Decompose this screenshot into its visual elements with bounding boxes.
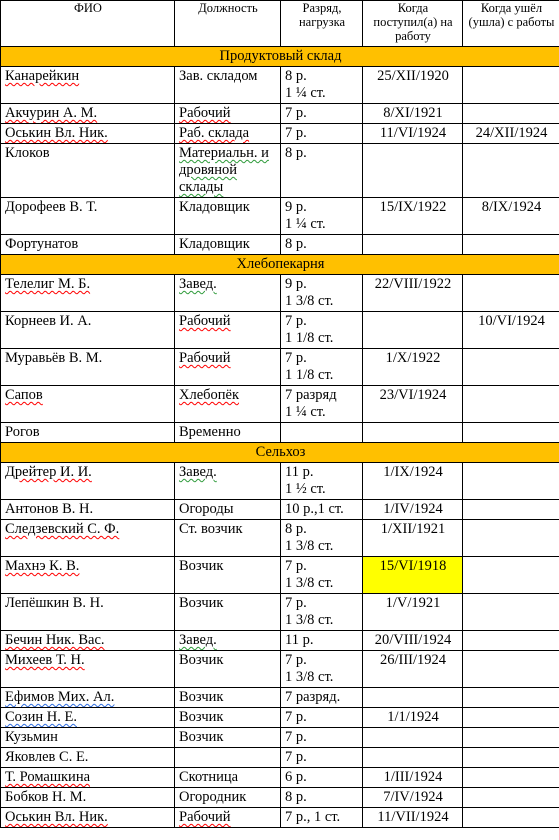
grade-cell	[281, 500, 363, 520]
left-date	[463, 728, 559, 748]
position-cell	[175, 651, 281, 688]
left-date	[463, 748, 559, 768]
grade-line: 8 р.	[285, 145, 307, 161]
employee-position: Кладовщик	[179, 236, 250, 252]
grade-line: 9 р.	[285, 276, 307, 292]
hired-date: 20/VIII/1924	[363, 631, 463, 651]
left-date	[463, 349, 559, 386]
employee-name: Дрейтер И. И.	[5, 464, 92, 480]
employee-name: Муравьёв В. М.	[5, 350, 103, 366]
grade-cell	[281, 748, 363, 768]
name-cell	[1, 651, 175, 688]
hired-date: 1/XII/1921	[363, 520, 463, 557]
grade-cell	[281, 557, 363, 594]
employee-position: Раб. склада	[179, 125, 250, 141]
left-date	[463, 708, 559, 728]
left-date	[463, 463, 559, 500]
grade-line: 1 ½ ст.	[285, 481, 326, 497]
grade-cell	[281, 349, 363, 386]
employee-position: Рабочий	[179, 313, 231, 329]
grade-line: 7 разряд	[285, 387, 337, 403]
left-date	[463, 788, 559, 808]
grade-line: 7 р.	[285, 558, 307, 574]
grade-line: 6 р.	[285, 769, 307, 785]
name-cell	[1, 748, 175, 768]
left-date	[463, 275, 559, 312]
employee-name: Оськин Вл. Ник.	[5, 809, 108, 825]
table-row	[1, 104, 559, 124]
grade-cell	[281, 235, 363, 255]
name-cell	[1, 557, 175, 594]
employee-position: Возчик	[179, 652, 224, 668]
grade-line: 8 р.	[285, 789, 307, 805]
grade-line: 1 1/8 ст.	[285, 367, 334, 383]
grade-line: 7 р.	[285, 125, 307, 141]
position-cell	[175, 67, 281, 104]
hired-date: 25/XII/1920	[363, 67, 463, 104]
hired-date: 8/XI/1921	[363, 104, 463, 124]
grade-cell	[281, 386, 363, 423]
grade-cell	[281, 788, 363, 808]
grade-cell	[281, 275, 363, 312]
employee-name: Лепёшкин В. Н.	[5, 595, 104, 611]
employee-position: Завед.	[179, 276, 217, 292]
grade-line: 1 ¼ ст.	[285, 404, 326, 420]
name-cell	[1, 728, 175, 748]
grade-line: 7 р.	[285, 595, 307, 611]
table-row	[1, 788, 559, 808]
left-date	[463, 688, 559, 708]
hired-date: 1/1/1924	[363, 708, 463, 728]
table-row	[1, 198, 559, 235]
hired-date: 23/VI/1924	[363, 386, 463, 423]
table-row	[1, 748, 559, 768]
employee-name: Клоков	[5, 145, 50, 161]
table-row	[1, 235, 559, 255]
table-row	[1, 67, 559, 104]
name-cell	[1, 124, 175, 144]
table-body	[1, 47, 559, 828]
table-row	[1, 312, 559, 349]
section-row	[1, 255, 559, 275]
hired-date: 1/V/1921	[363, 594, 463, 631]
position-cell	[175, 349, 281, 386]
section-title: Сельхоз	[1, 443, 559, 463]
section-title: Продуктовый склад	[1, 47, 559, 67]
grade-cell	[281, 104, 363, 124]
employee-position: Рабочий	[179, 350, 231, 366]
employee-position: Возчик	[179, 595, 224, 611]
left-date	[463, 520, 559, 557]
name-cell	[1, 594, 175, 631]
name-cell	[1, 67, 175, 104]
hired-date: 22/VIII/1922	[363, 275, 463, 312]
section-title: Хлебопекарня	[1, 255, 559, 275]
name-cell	[1, 631, 175, 651]
grade-cell	[281, 198, 363, 235]
grade-cell	[281, 312, 363, 349]
name-cell	[1, 198, 175, 235]
grade-cell	[281, 688, 363, 708]
grade-cell	[281, 67, 363, 104]
grade-line: 8 р.	[285, 236, 307, 252]
employee-position: Возчик	[179, 558, 224, 574]
name-cell	[1, 312, 175, 349]
position-cell	[175, 748, 281, 768]
name-cell	[1, 275, 175, 312]
name-cell	[1, 768, 175, 788]
grade-cell	[281, 808, 363, 828]
table-row	[1, 728, 559, 748]
hired-date: 1/III/1924	[363, 768, 463, 788]
employee-position: Возчик	[179, 729, 224, 745]
position-cell	[175, 275, 281, 312]
left-date	[463, 631, 559, 651]
employee-position: Огороды	[179, 501, 234, 517]
grade-cell	[281, 708, 363, 728]
hired-date: 11/VII/1924	[363, 808, 463, 828]
employee-position: Временно	[179, 424, 241, 440]
table-row	[1, 651, 559, 688]
grade-cell	[281, 651, 363, 688]
employee-name: Рогов	[5, 424, 40, 440]
hired-date: 15/VI/1918	[363, 557, 463, 594]
table-row	[1, 275, 559, 312]
position-cell	[175, 520, 281, 557]
employee-position: Огородник	[179, 789, 247, 805]
grade-line: 1 ¼ ст.	[285, 216, 326, 232]
section-row	[1, 47, 559, 67]
left-date: 10/VI/1924	[463, 312, 559, 349]
employee-name: Сапов	[5, 387, 43, 403]
employee-name: Ефимов Мих. Ал.	[5, 689, 115, 705]
header-left: Когда ушёл (ушла) с работы	[463, 1, 559, 47]
grade-line: 1 3/8 ст.	[285, 612, 334, 628]
grade-line: 1 ¼ ст.	[285, 85, 326, 101]
grade-cell	[281, 144, 363, 198]
employee-position: Ст. возчик	[179, 521, 243, 537]
left-date	[463, 423, 559, 443]
name-cell	[1, 808, 175, 828]
position-cell	[175, 728, 281, 748]
grade-line: 7 р.	[285, 729, 307, 745]
employee-name: Созин Н. Е.	[5, 709, 77, 725]
hired-date: 11/VI/1924	[363, 124, 463, 144]
header-name: ФИО	[1, 1, 175, 47]
position-cell	[175, 463, 281, 500]
employee-name: Акчурин А. М.	[5, 105, 98, 121]
grade-line: 1 3/8 ст.	[285, 293, 334, 309]
hired-date: 1/IV/1924	[363, 500, 463, 520]
grade-line: 1 3/8 ст.	[285, 575, 334, 591]
name-cell	[1, 788, 175, 808]
grade-line: 7 р.	[285, 709, 307, 725]
table-row	[1, 463, 559, 500]
grade-line: 9 р.	[285, 199, 307, 215]
grade-line: 7 р.	[285, 749, 307, 765]
position-cell	[175, 557, 281, 594]
grade-cell	[281, 728, 363, 748]
position-cell	[175, 386, 281, 423]
employee-name: Канарейкин	[5, 68, 80, 84]
position-cell	[175, 423, 281, 443]
hired-date: 26/III/1924	[363, 651, 463, 688]
hired-date: 1/IX/1924	[363, 463, 463, 500]
grade-line: 7 р.	[285, 350, 307, 366]
left-date	[463, 235, 559, 255]
table-row	[1, 423, 559, 443]
left-date	[463, 768, 559, 788]
table-row	[1, 594, 559, 631]
employee-position: Кладовщик	[179, 199, 250, 215]
grade-cell	[281, 520, 363, 557]
grade-line: 1 1/8 ст.	[285, 330, 334, 346]
name-cell	[1, 349, 175, 386]
name-cell	[1, 500, 175, 520]
table-row	[1, 708, 559, 728]
name-cell	[1, 688, 175, 708]
employee-name: Михеев Т. Н.	[5, 652, 85, 668]
position-cell	[175, 124, 281, 144]
left-date	[463, 651, 559, 688]
hired-date: 1/X/1922	[363, 349, 463, 386]
grade-cell	[281, 124, 363, 144]
grade-line: 7 р.	[285, 105, 307, 121]
left-date	[463, 557, 559, 594]
table-row	[1, 631, 559, 651]
left-date	[463, 67, 559, 104]
left-date	[463, 594, 559, 631]
grade-line: 7 р., 1 ст.	[285, 809, 341, 825]
grade-line: 7 р.	[285, 652, 307, 668]
employee-name: Бобков Н. М.	[5, 789, 87, 805]
position-cell	[175, 808, 281, 828]
header-position: Должность	[175, 1, 281, 47]
name-cell	[1, 463, 175, 500]
left-date	[463, 104, 559, 124]
grade-line: 8 р.	[285, 68, 307, 84]
employee-name: Корнеев И. А.	[5, 313, 92, 329]
name-cell	[1, 423, 175, 443]
hired-date: 7/IV/1924	[363, 788, 463, 808]
table-row	[1, 688, 559, 708]
employee-position: Скотница	[179, 769, 239, 785]
employee-name: Махнэ К. В.	[5, 558, 80, 574]
grade-cell	[281, 768, 363, 788]
left-date: 24/XII/1924	[463, 124, 559, 144]
left-date	[463, 500, 559, 520]
header-row	[1, 1, 559, 47]
table-row	[1, 349, 559, 386]
position-cell	[175, 144, 281, 198]
position-cell	[175, 198, 281, 235]
grade-cell	[281, 463, 363, 500]
hired-date	[363, 144, 463, 198]
employee-name: Антонов В. Н.	[5, 501, 94, 517]
grade-line: 11 р.	[285, 464, 314, 480]
hired-date	[363, 235, 463, 255]
grade-line: 1 3/8 ст.	[285, 669, 334, 685]
grade-line: 11 р.	[285, 632, 314, 648]
grade-line: 8 р.	[285, 521, 307, 537]
grade-cell	[281, 631, 363, 651]
employee-name: Дорофеев В. Т.	[5, 199, 98, 215]
left-date	[463, 808, 559, 828]
name-cell	[1, 708, 175, 728]
position-cell	[175, 500, 281, 520]
header-grade: Разряд, нагрузка	[281, 1, 363, 47]
table-row	[1, 500, 559, 520]
grade-line: 10 р.,1 ст.	[285, 501, 344, 517]
grade-line: 7 разряд.	[285, 689, 341, 705]
name-cell	[1, 144, 175, 198]
position-cell	[175, 312, 281, 349]
left-date: 8/IX/1924	[463, 198, 559, 235]
employee-name: Фортунатов	[5, 236, 79, 252]
position-cell	[175, 688, 281, 708]
employee-position: Возчик	[179, 709, 224, 725]
hired-date	[363, 728, 463, 748]
table-row	[1, 386, 559, 423]
table-row	[1, 808, 559, 828]
employee-position: Возчик	[179, 689, 224, 705]
employee-name: Яковлев С. Е.	[5, 749, 89, 765]
left-date	[463, 386, 559, 423]
name-cell	[1, 386, 175, 423]
hired-date	[363, 312, 463, 349]
position-cell	[175, 104, 281, 124]
grade-line: 7 р.	[285, 313, 307, 329]
employee-position: Материальн. и дровяной склады	[179, 145, 269, 195]
grade-cell	[281, 423, 363, 443]
table-row	[1, 520, 559, 557]
table-row	[1, 144, 559, 198]
employee-position: Хлебопёк	[179, 387, 240, 403]
employee-name: Телелиг М. Б.	[5, 276, 91, 292]
position-cell	[175, 594, 281, 631]
employee-position: Завед.	[179, 464, 217, 480]
employee-position: Рабочий	[179, 809, 231, 825]
name-cell	[1, 235, 175, 255]
position-cell	[175, 788, 281, 808]
employee-position: Завед.	[179, 632, 217, 648]
hired-date	[363, 423, 463, 443]
employee-position: Зав. складом	[179, 68, 258, 84]
employee-name: Кузьмин	[5, 729, 58, 745]
left-date	[463, 144, 559, 198]
name-cell	[1, 104, 175, 124]
position-cell	[175, 235, 281, 255]
hired-date: 15/IX/1922	[363, 198, 463, 235]
grade-line: 1 3/8 ст.	[285, 538, 334, 554]
employee-name: Т. Ромашкина	[5, 769, 91, 785]
table-row	[1, 768, 559, 788]
grade-cell	[281, 594, 363, 631]
hired-date	[363, 688, 463, 708]
table-row	[1, 124, 559, 144]
position-cell	[175, 768, 281, 788]
employee-name: Бечин Ник. Вас.	[5, 632, 105, 648]
employee-name: Следзевский С. Ф.	[5, 521, 120, 537]
hired-date	[363, 748, 463, 768]
table-row	[1, 557, 559, 594]
section-row	[1, 443, 559, 463]
position-cell	[175, 631, 281, 651]
employee-position: Рабочий	[179, 105, 231, 121]
position-cell	[175, 708, 281, 728]
employee-name: Оськин Вл. Ник.	[5, 125, 108, 141]
name-cell	[1, 520, 175, 557]
header-hired: Когда поступил(а) на работу	[363, 1, 463, 47]
